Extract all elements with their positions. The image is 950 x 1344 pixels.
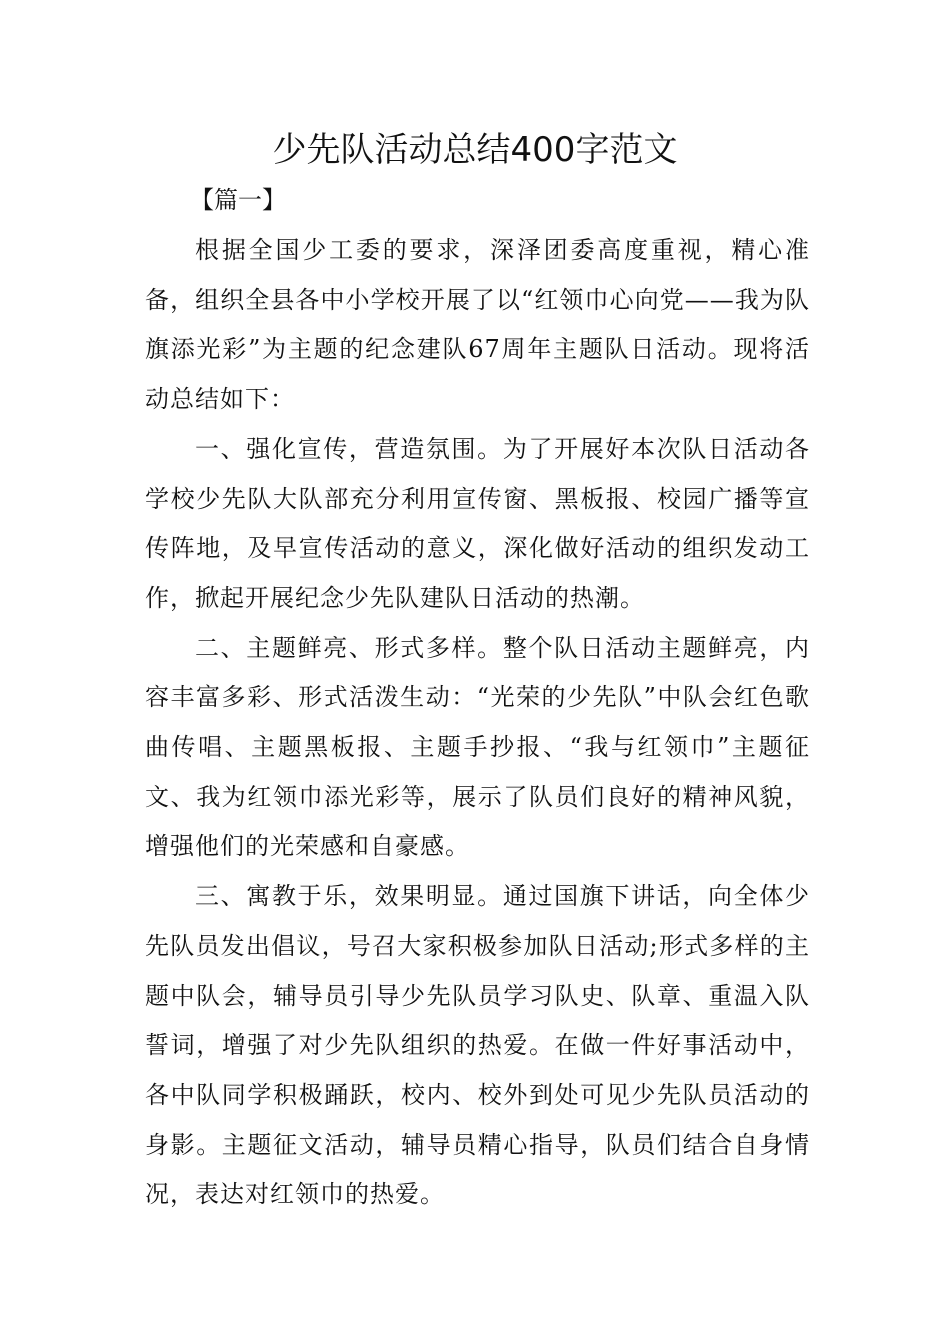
paragraph-three: 三、寓教于乐，效果明显。通过国旗下讲话，向全体少先队员发出倡议，号召大家积极参加队日活动;形式多样的主题中队会，辅导员引导少先队员学习队史、队章、重温入队誓词，增强了对少先队组织的热爱。在做一件好事活动中，各中队同学积极踊跃，校内、校外到处可见少先队员活动的身影。主题征文活动，辅导员精心指导，队员们结合自身情况，表达对红领巾的热爱。 [145,882,810,1209]
section-label: 【篇一】 [190,186,286,214]
paragraph-one: 一、强化宣传，营造氛围。为了开展好本次队日活动各学校少先队大队部充分利用宣传窗、黑板报、校园广播等宣传阵地，及早宣传活动的意义，深化做好活动的组织发动工作，掀起开展纪念少先队建队日活动的热潮。 [145,434,810,612]
paragraph-intro: 根据全国少工委的要求，深泽团委高度重视，精心准备，组织全县各中小学校开展了以“红领巾心向党——我为队旗添光彩”为主题的纪念建队67周年主题队日活动。现将活动总结如下： [145,236,810,414]
document-title: 少先队活动总结400字范文 [272,130,678,170]
paragraph-two: 二、主题鲜亮、形式多样。整个队日活动主题鲜亮，内容丰富多彩、形式活泼生动：“光荣的少先队”中队会红色歌曲传唱、主题黑板报、主题手抄报、“我与红领巾”主题征文、我为红领巾添光彩等，展示了队员们良好的精神风貌，增强他们的光荣感和自豪感。 [145,633,810,861]
document-body [145,226,810,1220]
